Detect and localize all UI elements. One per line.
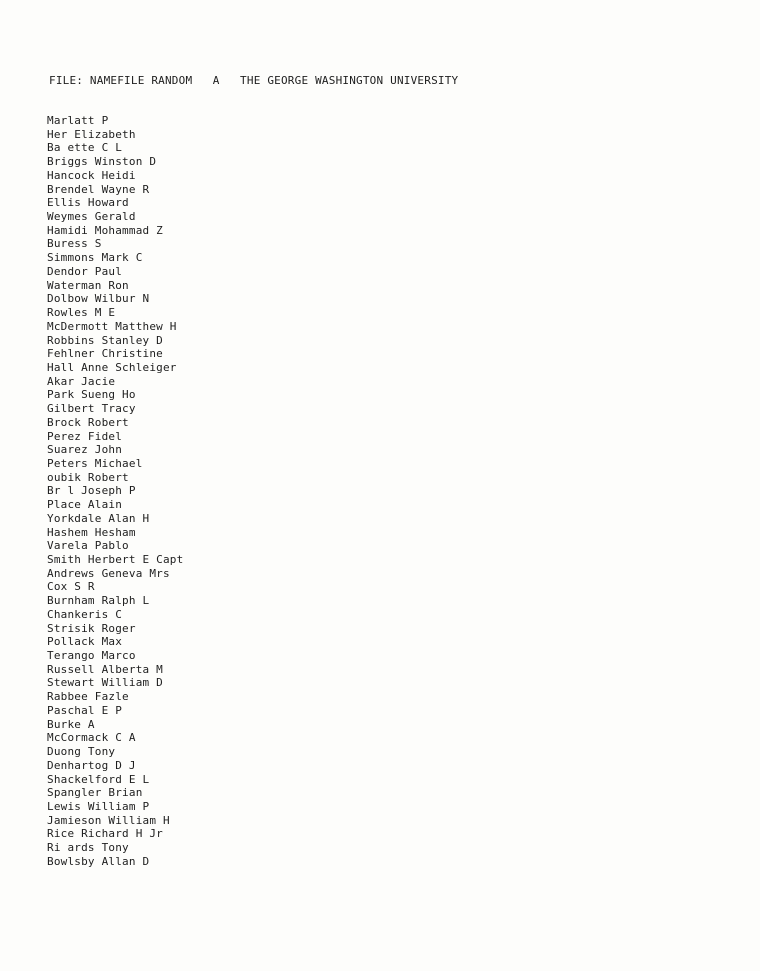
list-item: Varela Pablo bbox=[47, 539, 129, 553]
list-item: Pollack Max bbox=[47, 635, 123, 649]
list-item: Ellis Howard bbox=[47, 196, 129, 210]
list-item: Denhartog D J bbox=[47, 758, 136, 772]
list-item: Waterman Ron bbox=[47, 278, 129, 292]
file-mode: A bbox=[212, 74, 220, 87]
list-item: Buress S bbox=[47, 237, 102, 251]
list-item: Hashem Hesham bbox=[47, 525, 136, 539]
list-item: Place Alain bbox=[47, 498, 123, 512]
list-item: Stewart William D bbox=[47, 676, 163, 690]
list-item: Hall Anne Schleiger bbox=[47, 360, 177, 374]
list-item: Briggs Winston D bbox=[47, 155, 157, 169]
list-item: Terango Marco bbox=[47, 649, 136, 663]
list-item: Hamidi Mohammad Z bbox=[47, 223, 163, 237]
name-list bbox=[47, 114, 183, 869]
list-item: Robbins Stanley D bbox=[47, 333, 163, 347]
list-item: Chankeris C bbox=[47, 607, 123, 621]
list-item: Burnham Ralph L bbox=[47, 594, 150, 608]
list-item: Gilbert Tracy bbox=[47, 402, 136, 416]
list-item: Jamieson William H bbox=[47, 813, 170, 827]
list-item: Perez Fidel bbox=[47, 429, 123, 443]
list-item: Strisik Roger bbox=[47, 621, 136, 635]
list-item: Andrews Geneva Mrs bbox=[47, 566, 170, 580]
list-item: Rowles M E bbox=[47, 306, 116, 320]
list-item: Russell Alberta M bbox=[47, 662, 163, 676]
list-item: Burke A bbox=[47, 717, 95, 731]
list-item: Ri ards Tony bbox=[47, 841, 129, 855]
list-item: Rabbee Fazle bbox=[47, 690, 129, 704]
list-item: Brock Robert bbox=[47, 415, 129, 429]
list-item: Dendor Paul bbox=[47, 264, 123, 278]
list-item: Peters Michael bbox=[47, 456, 143, 470]
list-item: Akar Jacie bbox=[47, 374, 116, 388]
list-item: Suarez John bbox=[47, 443, 123, 457]
list-item: Cox S R bbox=[47, 580, 95, 594]
file-label: FILE: NAMEFILE RANDOM bbox=[49, 74, 193, 87]
list-item: Bowlsby Allan D bbox=[47, 854, 150, 868]
list-item: Ba ette C L bbox=[47, 141, 123, 155]
organization-name: THE GEORGE WASHINGTON UNIVERSITY bbox=[240, 74, 459, 87]
list-item: Lewis William P bbox=[47, 799, 150, 813]
list-item: Spangler Brian bbox=[47, 786, 143, 800]
list-item: oubik Robert bbox=[47, 470, 129, 484]
list-item: Weymes Gerald bbox=[47, 210, 136, 224]
list-item: Fehlner Christine bbox=[47, 347, 163, 361]
list-item: Park Sueng Ho bbox=[47, 388, 136, 402]
list-item: Dolbow Wilbur N bbox=[47, 292, 150, 306]
file-header bbox=[49, 74, 458, 88]
list-item: Brendel Wayne R bbox=[47, 182, 150, 196]
list-item: Paschal E P bbox=[47, 703, 123, 717]
list-item: Shackelford E L bbox=[47, 772, 150, 786]
list-item: Yorkdale Alan H bbox=[47, 511, 150, 525]
list-item: Her Elizabeth bbox=[47, 127, 136, 141]
list-item: Smith Herbert E Capt bbox=[47, 553, 184, 566]
list-item: McDermott Matthew H bbox=[47, 319, 177, 333]
list-item: Simmons Mark C bbox=[47, 251, 143, 265]
list-item: Rice Richard H Jr bbox=[47, 827, 163, 841]
list-item: Hancock Heidi bbox=[47, 168, 136, 182]
list-item: Marlatt P bbox=[47, 114, 109, 127]
list-item: McCormack C A bbox=[47, 731, 136, 745]
list-item: Br l Joseph P bbox=[47, 484, 136, 498]
list-item: Duong Tony bbox=[47, 745, 116, 759]
